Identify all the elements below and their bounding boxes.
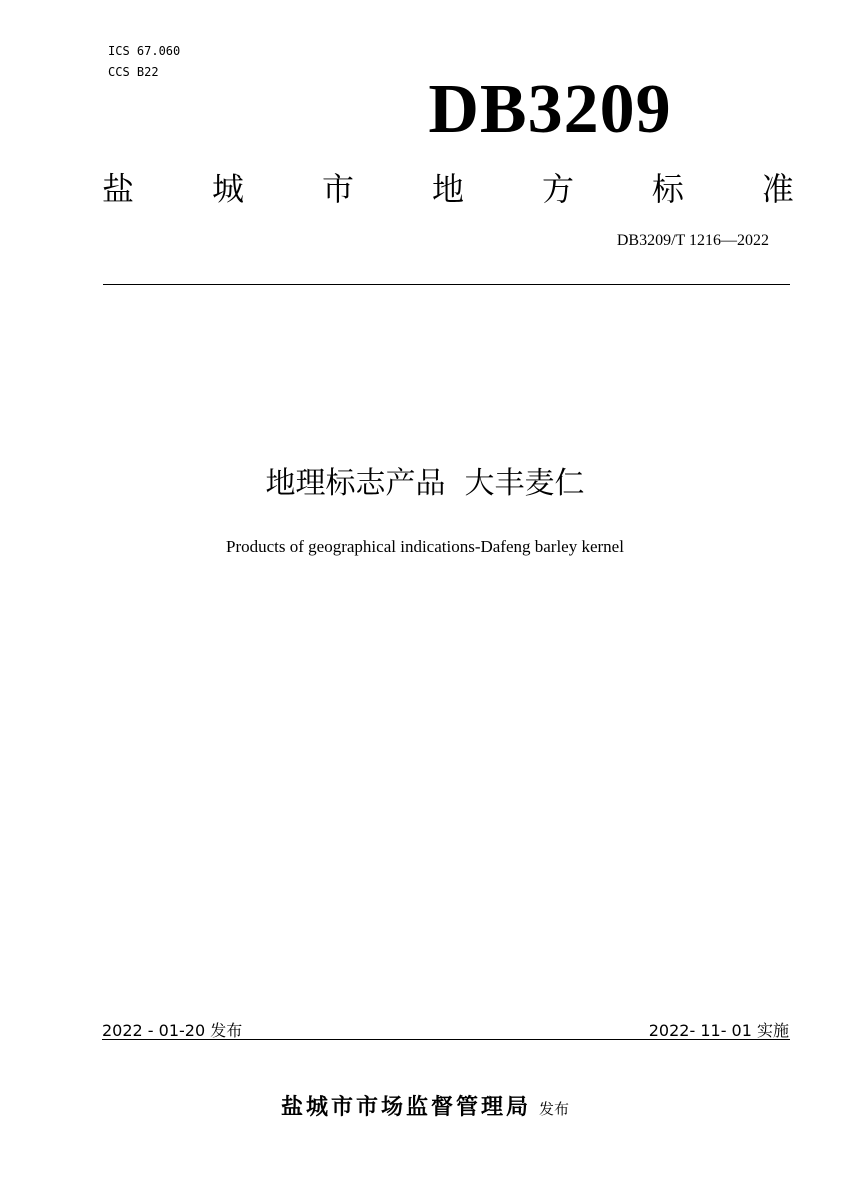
ccs-code: CCS B22 [108,65,159,79]
document-title-english: Products of geographical indications-Dafeng barley kernel [226,537,624,556]
band-char: 地 [431,170,464,208]
issuer-suffix: 发布 [539,1100,570,1118]
document-title: 地理标志产品 大丰麦仁 [265,466,585,501]
band-char: 盐 [102,170,135,208]
ics-code: ICS 67.060 [108,44,181,58]
header-divider [103,284,790,285]
issuer [0,1090,850,1121]
band-char: 标 [651,170,684,208]
standard-number: DB3209/T 1216—2022 [616,232,769,249]
implement-date: 2022- 11- 01 实施 [648,1021,789,1040]
publish-date: 2022 - 01-20 发布 [102,1021,243,1040]
band-char: 准 [761,170,794,208]
band-char: 市 [321,170,354,208]
standard-category-band [102,165,794,209]
issuer-name: 盐城市市场监督管理局 [280,1095,531,1120]
standard-code-logo: DB3209 [428,71,672,148]
band-char: 城 [211,170,244,208]
footer-divider [102,1039,790,1040]
band-char: 方 [541,170,574,208]
